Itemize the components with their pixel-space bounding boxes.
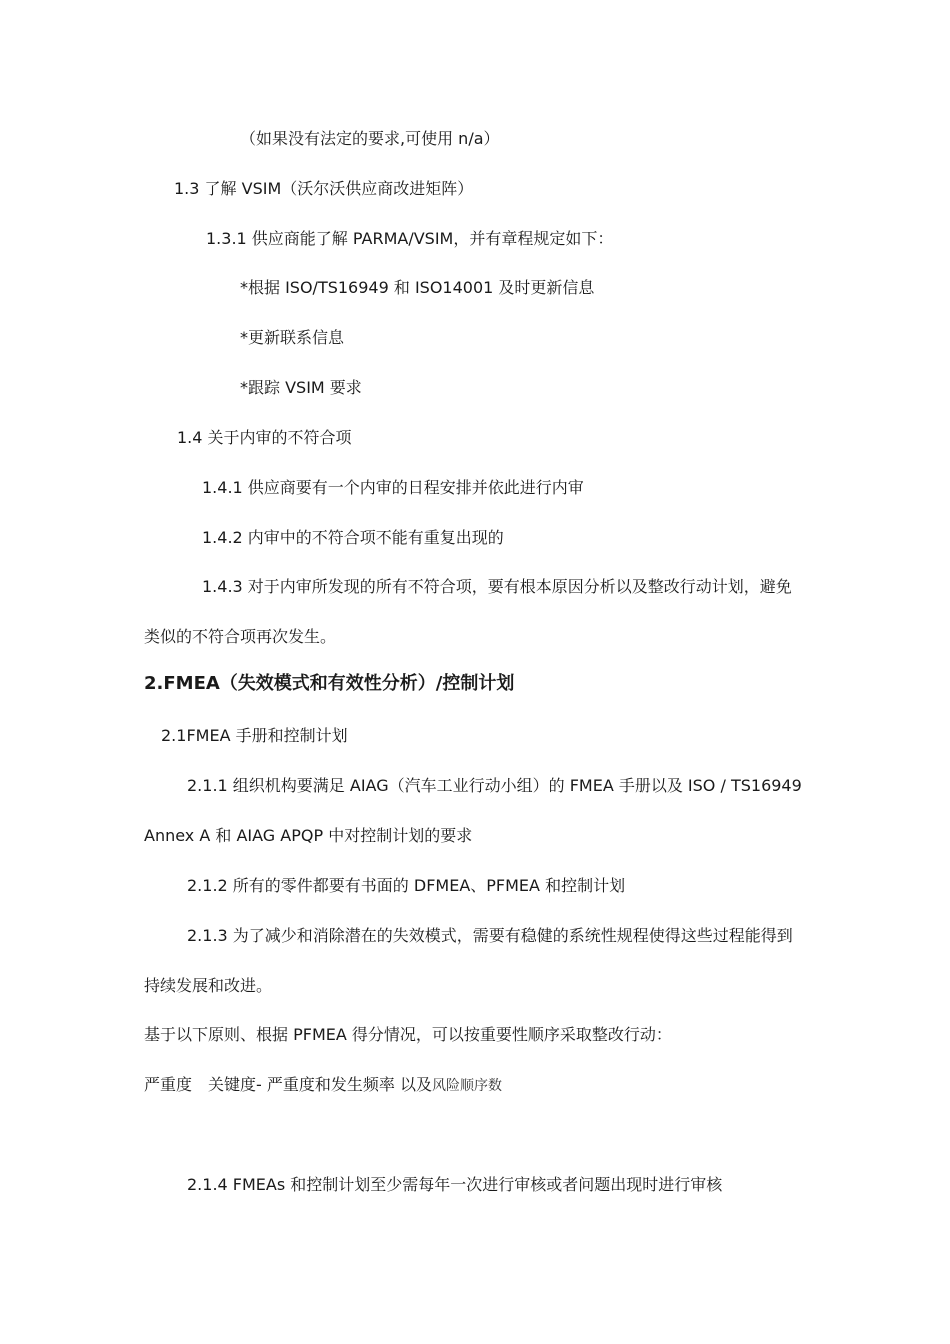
section-2-1-3-cont: 持续发展和改进。	[144, 976, 273, 995]
section-1-4-3-cont: 类似的不符合项再次发生。	[144, 627, 337, 646]
section-1-3-title: 1.3 了解 VSIM（沃尔沃供应商改进矩阵）	[174, 179, 474, 198]
section-2-1-1-cont: Annex A 和 AIAG APQP 中对控制计划的要求	[144, 826, 473, 845]
section-2-1-4: 2.1.4 FMEAs 和控制计划至少需每年一次进行审核或者问题出现时进行审核	[187, 1175, 723, 1194]
section-2-1-2: 2.1.2 所有的零件都要有书面的 DFMEA、PFMEA 和控制计划	[187, 876, 626, 895]
bullet-update-iso: *根据 ISO/TS16949 和 ISO14001 及时更新信息	[240, 278, 595, 297]
section-2-1-1: 2.1.1 组织机构要满足 AIAG（汽车工业行动小组）的 FMEA 手册以及 ISO / TS16949	[187, 776, 802, 795]
section-2-1-3: 2.1.3 为了减少和消除潜在的失效模式，需要有稳健的系统性规程使得这些过程能得到	[187, 926, 793, 945]
bullet-track-vsim: *跟踪 VSIM 要求	[240, 378, 362, 397]
pfmea-criteria-rpn: 风险顺序数	[431, 1078, 502, 1094]
section-1-3-1: 1.3.1 供应商能了解 PARMA/VSIM，并有章程规定如下：	[206, 229, 614, 248]
note-statutory-na: （如果没有法定的要求,可使用 n/a）	[240, 129, 500, 148]
pfmea-criteria	[144, 1074, 502, 1097]
section-2-1-title: 2.1FMEA 手册和控制计划	[161, 726, 348, 745]
pfmea-criteria-main: 严重度 关键度- 严重度和发生频率 以及	[144, 1075, 432, 1094]
section-1-4-title: 1.4 关于内审的不符合项	[177, 428, 352, 447]
section-1-4-2: 1.4.2 内审中的不符合项不能有重复出现的	[202, 528, 504, 547]
pfmea-principle: 基于以下原则、根据 PFMEA 得分情况，可以按重要性顺序采取整改行动：	[144, 1025, 672, 1044]
section-2-heading: 2.FMEA（失效模式和有效性分析）/控制计划	[144, 673, 515, 694]
section-1-4-1: 1.4.1 供应商要有一个内审的日程安排并依此进行内审	[202, 478, 584, 497]
section-1-4-3: 1.4.3 对于内审所发现的所有不符合项，要有根本原因分析以及整改行动计划，避免	[202, 577, 792, 596]
bullet-update-contact: *更新联系信息	[240, 328, 345, 347]
